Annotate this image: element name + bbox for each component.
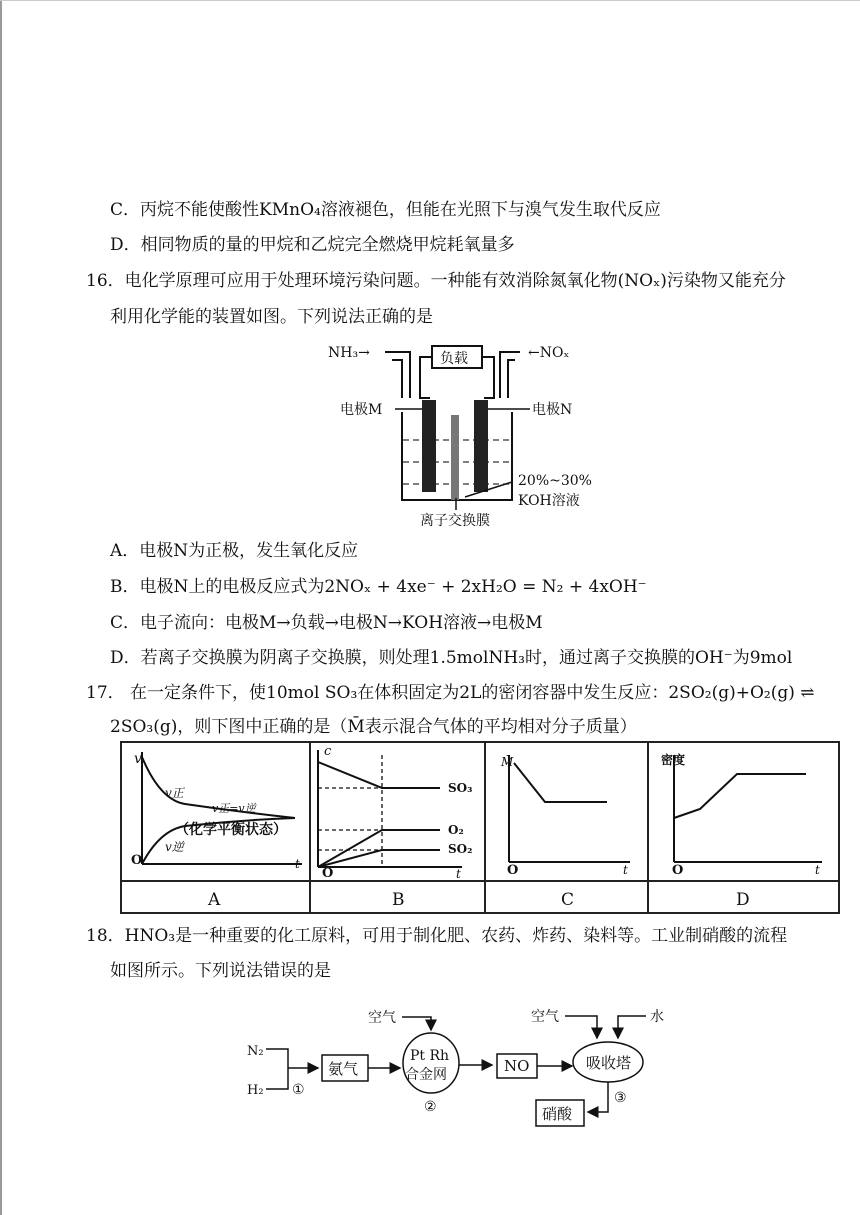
ammonia-box-label: 氨气 [328,1060,359,1078]
graph-c-y-label: M̄ [501,755,514,769]
q17-stem-line1: 17． 在一定条件下，使10mol SO₃在体积固定为2L的密闭容器中发生反应：2SO₂(g)+O₂(g) ⇌ [86,683,815,703]
step-1-label: ① [292,1082,305,1098]
step-3-label: ③ [614,1090,627,1106]
graph-b-option-label: B [392,890,405,910]
nitric-acid-box-label: 硝酸 [542,1105,573,1123]
graph-d-option-label: D [736,890,750,910]
step-2-label: ② [424,1099,437,1115]
q16-stem-line1: 16．电化学原理可应用于处理环境污染问题。一种能有效消除氮氧化物(NOₓ)污染物又能充分 [86,271,786,291]
q18-stem-line1: 18．HNO₃是一种重要的化工原料，可用于制化肥、农药、炸药、染料等。工业制硝酸的流程 [86,926,788,946]
graph-a-option-label: A [208,890,221,910]
koh-solution-label: KOH溶液 [518,493,580,509]
q16-option-a: A．电极N为正极，发生氧化反应 [110,541,359,561]
graph-a-x-label: t [295,857,300,871]
graph-d-origin: O [672,863,684,878]
graph-b-origin: O [322,866,334,881]
q16-option-d: D．若离子交换膜为阴离子交换膜，则处理1.5molNH₃时，通过离子交换膜的OH⁻为9mol [110,648,793,668]
no-box-label: NO [504,1057,530,1075]
graph-d-y-label: 密度 [661,753,686,767]
graph-b-o2: O₂ [448,823,464,837]
catalyst-label-line2: 合金网 [405,1067,447,1083]
graph-a-v-fwd: v正 [165,786,184,800]
n2-label: N₂ [247,1044,264,1059]
q17-stem-line2: 2SO₃(g)，则下图中正确的是（M̄表示混合气体的平均相对分子质量） [110,717,637,737]
electrode-n-label: 电极N [532,402,573,418]
graph-b-so2: SO₂ [448,842,473,856]
load-label: 负载 [440,351,468,367]
absorption-tower-label: 吸收塔 [586,1054,632,1072]
graph-b-y-label: c [324,744,332,759]
h2-label: H₂ [247,1083,264,1098]
graph-b-x-label: t [456,867,461,881]
q15-option-d: D．相同物质的量的甲烷和乙烷完全燃烧甲烷耗氧量多 [110,235,515,255]
graph-a-eq: v正=v逆 [212,802,256,815]
electrode-m-label: 电极M [340,402,383,418]
water-inlet-label: 水 [650,1009,664,1025]
air-inlet-1-label: 空气 [368,1010,396,1026]
koh-concentration-label: 20%~30% [518,473,592,489]
nox-inlet-label: ←NOₓ [528,345,570,361]
q16-stem-line2: 利用化学能的装置如图。下列说法正确的是 [110,307,433,327]
q15-option-c: C．丙烷不能使酸性KMnO₄溶液褪色，但能在光照下与溴气发生取代反应 [110,200,661,220]
graph-c-x-label: t [623,863,628,877]
air-inlet-2-label: 空气 [531,1009,559,1025]
graph-c-option-label: C [561,890,575,910]
q16-option-b: B．电极N上的电极反应式为2NOₓ + 4xe⁻ + 2xH₂O = N₂ + 4xOH⁻ [110,577,647,597]
graph-c-origin: O [507,863,519,878]
graph-b-so3: SO₃ [448,781,473,795]
q16-option-c: C．电子流向：电极M→负载→电极N→KOH溶液→电极M [110,613,543,633]
catalyst-label-line1: Pt Rh [410,1048,450,1064]
membrane-label: 离子交换膜 [420,513,490,529]
nh3-inlet-label: NH₃→ [328,345,370,361]
graph-a-state: （化学平衡状态） [175,822,287,838]
q18-stem-line2: 如图所示。下列说法错误的是 [110,961,331,981]
graph-a-y-label: v [134,751,142,767]
graph-d-x-label: t [815,863,820,877]
graph-a-origin: O [131,853,143,868]
graph-a-v-rev: v逆 [165,840,184,854]
